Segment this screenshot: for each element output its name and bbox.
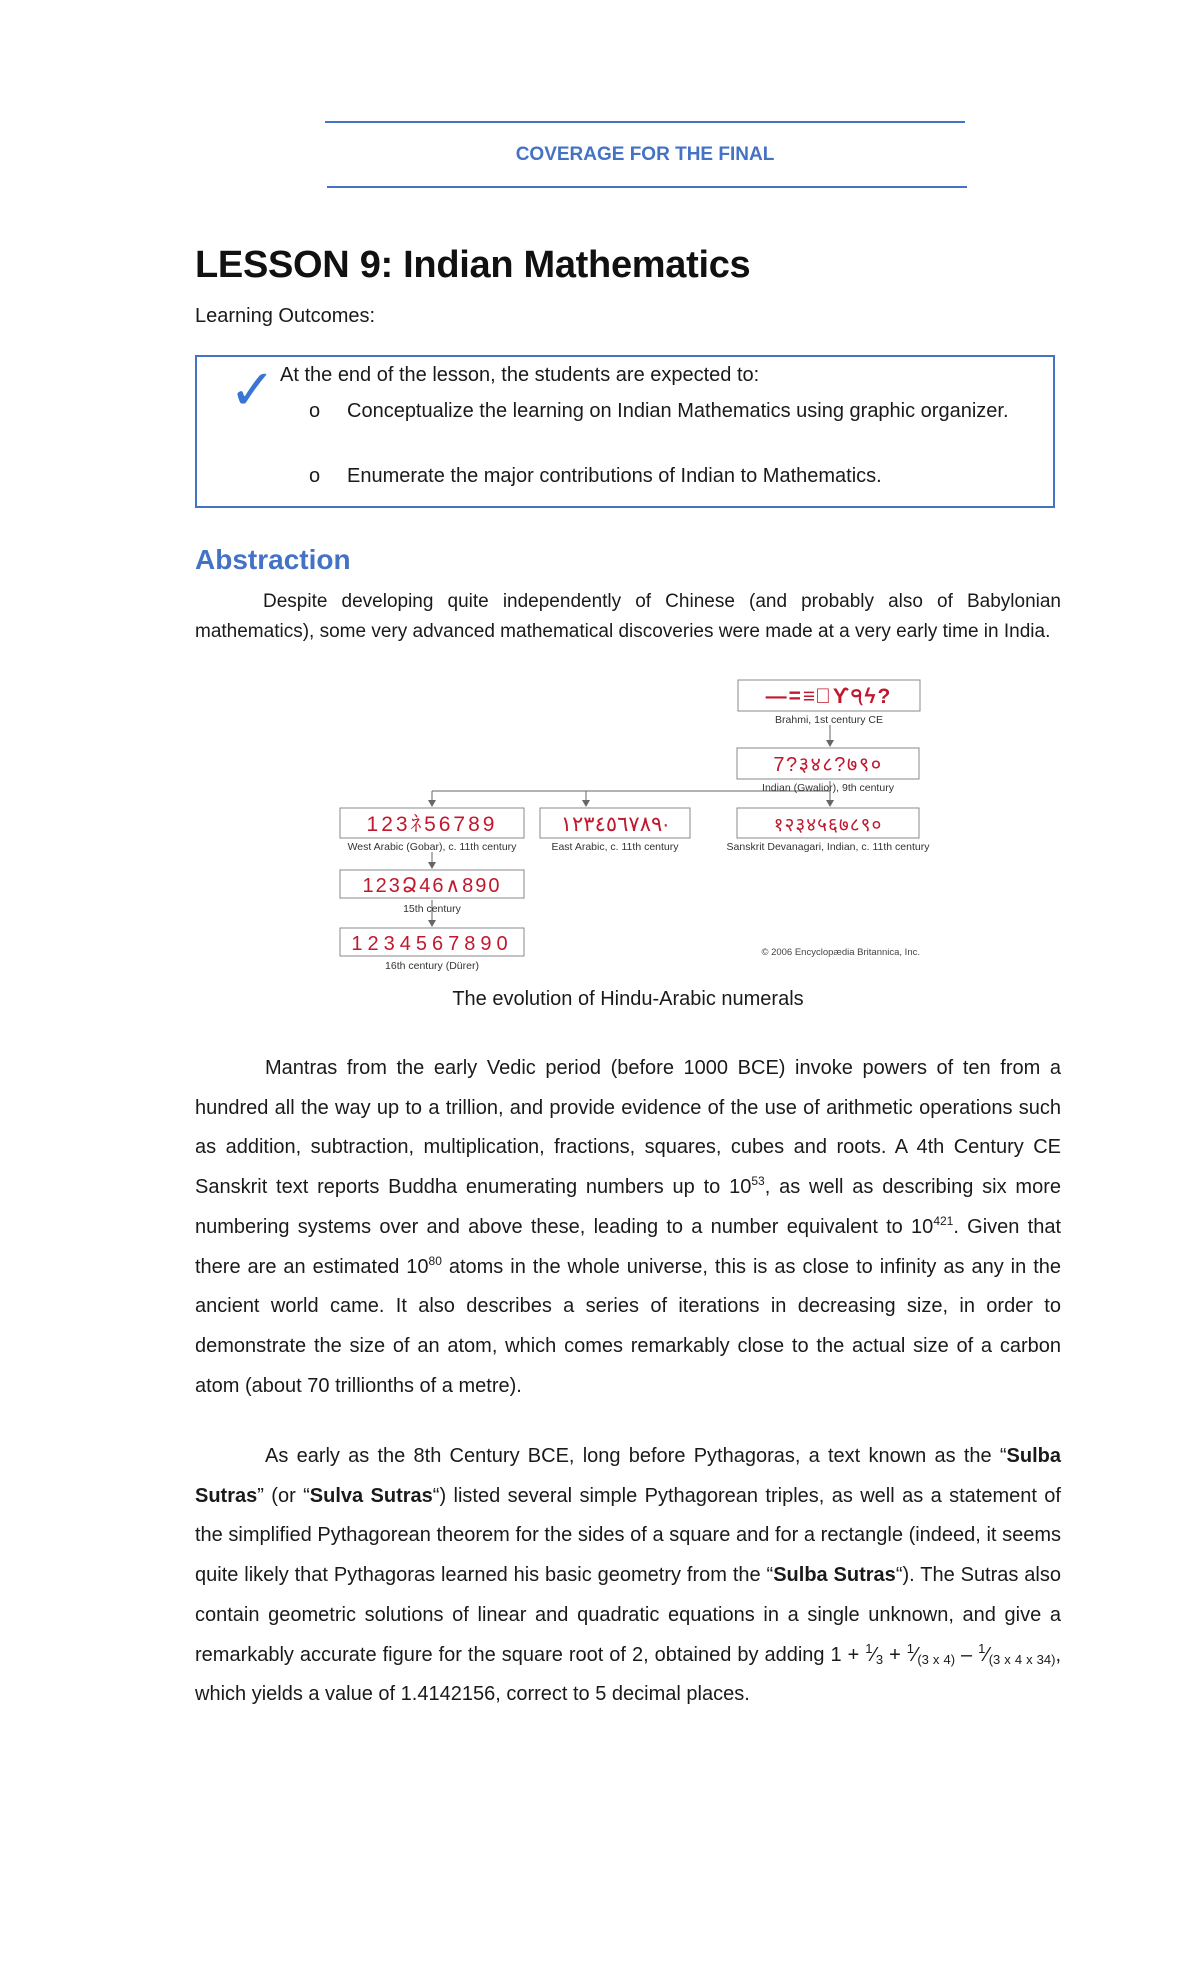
figure-glyphs-east-arabic: ١٢٣٤٥٦٧٨٩· (560, 813, 670, 836)
figure-glyphs-16th-century: 1234567890 (351, 933, 513, 955)
fraction-denominator: (3 x 4 x 34) (988, 1651, 1056, 1667)
coverage-heading: COVERAGE FOR THE FINAL (515, 144, 775, 165)
outcome-text: Enumerate the major contributions of Indian to Mathematics. (347, 465, 882, 487)
figure-caption: The evolution of Hindu-Arabic numerals (452, 988, 804, 1010)
figure-label-east-arabic: East Arabic, c. 11th century (551, 841, 679, 853)
operator: – (955, 1643, 979, 1666)
header-rule-top (325, 121, 965, 123)
term-sulva-sutras: Sulva Sutras (309, 1484, 433, 1507)
fraction-denominator: (3 x 4) (917, 1651, 956, 1667)
section-heading-abstraction: Abstraction (195, 544, 351, 575)
paragraph-text: ” (or “ (257, 1484, 310, 1507)
lesson-title: LESSON 9: Indian Mathematics (195, 244, 751, 286)
bullet-icon: o (309, 465, 321, 487)
checkmark-icon: ✓ (229, 358, 276, 423)
figure-glyphs-west-arabic: 123ﾈ56789 (366, 813, 498, 836)
paragraph-text: Mantras from the early Vedic period (before 1000 BCE) invoke powers of ten from a hundred all the way up to a trillion, and provide evidence of the use of arithmetic operations such as addition, subtraction, multiplication, fractions, squares, cubes and roots. A 4th Century CE Sanskrit text reports Buddha enumerating numbers up to 10 (195, 1057, 1061, 1199)
fraction-denominator: 3 (875, 1651, 884, 1667)
fraction-numerator: 1 (906, 1640, 914, 1656)
figure-label-brahmi: Brahmi, 1st century CE (775, 714, 883, 726)
exponent: 80 (428, 1253, 442, 1268)
paragraph-text: atoms in the whole universe, this is as close to infinity as any in the ancient world came. It also describes a series of iterations in decreasing size, in order to demonstrate the size of an atom, which comes remarkably close to the actual size of a carbon atom (about 70 trillionths of a metre). (195, 1255, 1061, 1397)
outcome-text: Conceptualize the learning on Indian Mathematics using graphic organizer. (347, 400, 1009, 422)
operator: + (883, 1643, 907, 1666)
learning-outcomes-box (195, 355, 1055, 508)
paragraph-text: . Given that there are an estimated 10 (195, 1215, 1062, 1278)
exponent: 53 (751, 1174, 765, 1189)
paragraph-text: As early as the 8th Century BCE, long before Pythagoras, a text known as the “ (265, 1445, 1007, 1467)
figure-label-gwalior: Indian (Gwalior), 9th century (762, 782, 894, 794)
outcome-item (309, 460, 1041, 493)
abstraction-paragraph (195, 587, 1061, 647)
figure-glyphs-15th-century: 123Ձ46∧890 (362, 875, 502, 897)
figure-glyphs-gwalior: 7?३४८?७९० (773, 754, 883, 776)
paragraph-text: “) listed several simple Pythagorean triples, as well as a statement of the simplified Pythagorean theorem for the sides of a square and for a rectangle (indeed, it seems quite likely that Pythagoras learned his basic geometry from the “ (195, 1484, 1061, 1587)
fraction-numerator: 1 (865, 1640, 873, 1656)
figure-label-16th-century: 16th century (Dürer) (385, 960, 479, 972)
term-sulba-sutras: Sulba Sutras (773, 1564, 896, 1587)
learning-outcomes-label: Learning Outcomes: (195, 305, 376, 327)
paragraph-text: , which yields a value of 1.4142156, correct to 5 decimal places. (195, 1643, 1061, 1706)
vedic-mantras-paragraph (195, 1049, 1061, 1406)
figure-label-west-arabic: West Arabic (Gobar), c. 11th century (347, 841, 517, 853)
bullet-icon: o (309, 400, 321, 422)
term-sulba-sutras: Sulba Sutras (195, 1445, 1061, 1507)
outcome-item (309, 395, 1041, 428)
fraction-numerator: 1 (978, 1640, 986, 1656)
paragraph-text: , as well as describing six more numbering systems over and above these, leading to a number equivalent to 10 (195, 1176, 1061, 1238)
header-rule-bottom (327, 186, 967, 188)
outcomes-intro: At the end of the lesson, the students are expected to: (280, 364, 760, 386)
numeral-evolution-figure (330, 680, 930, 972)
exponent: 421 (933, 1213, 954, 1228)
figure-credit: © 2006 Encyclopædia Britannica, Inc. (761, 947, 920, 958)
sulba-sutras-paragraph: As early as the 8th Century BCE, long before Pythagoras, a text known as the “Sulba Sutras” (or “Sulva Sutras“) listed several simple Pythagorean triples, as well as a statement of the simplified Pythagorean theorem for the sides of a square and for a rectangle (indeed, it seems quite likely that Pythagoras learned his basic geometry from the “Sulba Sutras“). The Sutras also contain geometric solutions of linear and quadratic equations in a single unknown, and give a remarkably accurate figure for the square root of 2, obtained by adding 1 + $^1$⁄3 + $^1$⁄(3 x 4) – $^1$⁄(3 x 4 x 34), which yields a value of 1.4142156, correct to 5 decimal places. (195, 1445, 1061, 1706)
figure-label-devanagari: Sanskrit Devanagari, Indian, c. 11th century (726, 841, 930, 853)
paragraph-text: “). The Sutras also contain geometric solutions of linear and quadratic equations in a single unknown, and give a remarkably accurate figure for the square root of 2, obtained by adding 1 + (195, 1564, 1061, 1666)
figure-label-15th-century: 15th century (403, 903, 461, 915)
figure-glyphs-devanagari: १२३४५६७८९० (773, 815, 883, 836)
abstraction-text: Despite developing quite independently of Chinese (and probably also of Babylonian mathematics), some very advanced mathematical discoveries were made at a very early time in India. (195, 591, 1061, 642)
figure-glyphs-brahmi: —=≡ྲϒ੧ϟ? (765, 685, 893, 708)
